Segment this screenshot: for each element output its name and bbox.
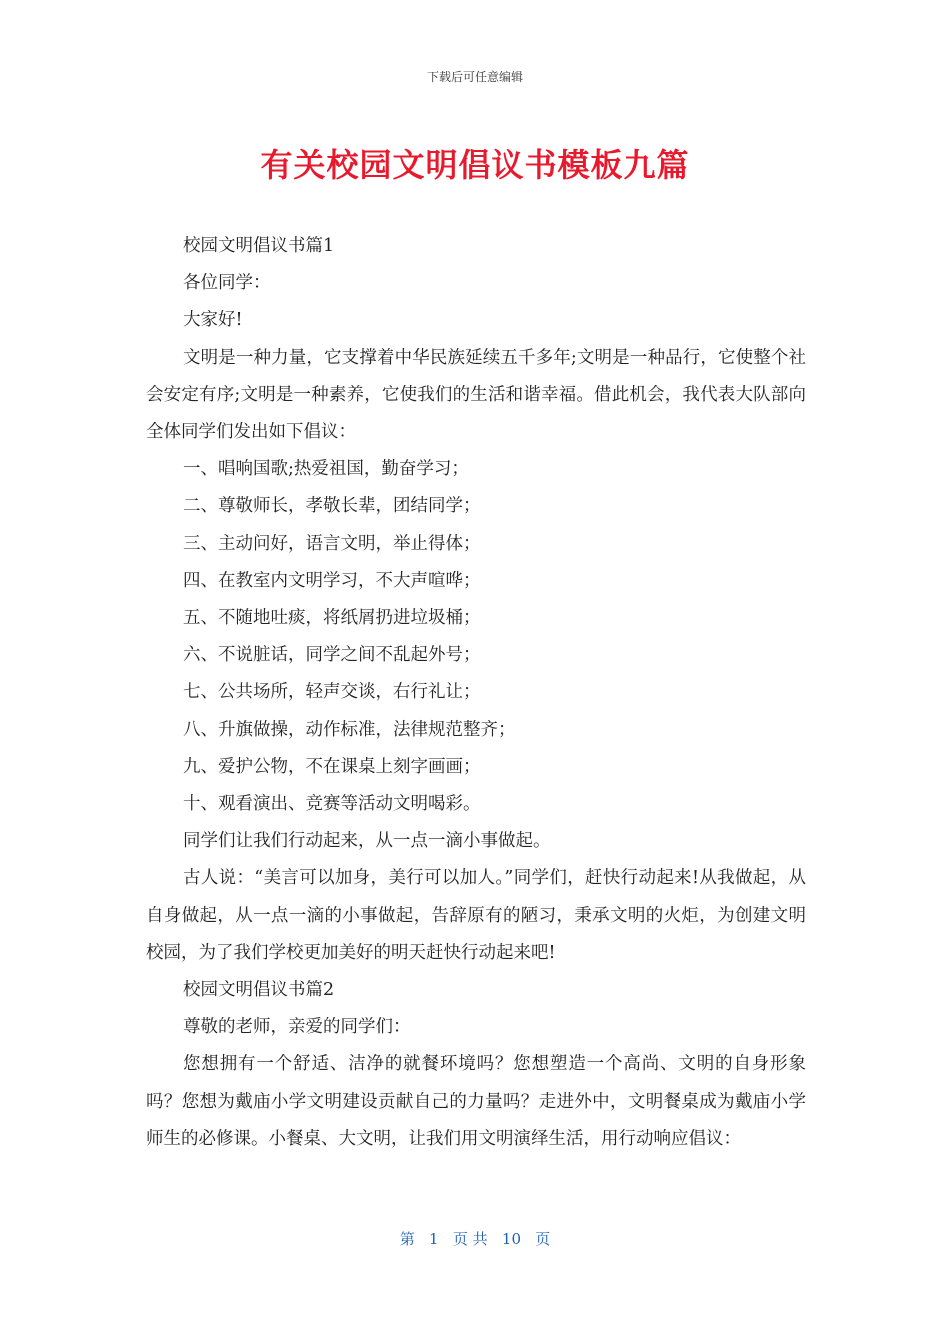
salutation: 各位同学： — [183, 273, 271, 294]
list-item: 八、升旗做操，动作标准，法律规范整齐； — [183, 719, 516, 740]
list-item: 一、唱响国歌;热爱祖国，勤奋学习； — [183, 459, 469, 480]
list-item: 二、尊敬师长，孝敬长辈，团结同学； — [183, 496, 481, 517]
paragraph: 同学们让我们行动起来，从一点一滴小事做起。 — [183, 831, 551, 852]
list-item: 十、观看演出、竞赛等活动文明喝彩。 — [183, 794, 481, 815]
list-item: 三、主动问好，语言文明，举止得体； — [183, 533, 481, 554]
paragraph: 您想拥有一个舒适、洁净的就餐环境吗？您想塑造一个高尚、文明的自身形象吗？您想为戴庙小学文明建设贡献自己的力量吗？走进外中，文明餐桌成为戴庙小学师生的必修课。小餐桌、大文明，让我们用文明演绎生活，用行动响应倡议： — [146, 1054, 806, 1149]
section-heading: 校园文明倡议书篇2 — [183, 980, 335, 1001]
list-item: 四、在教室内文明学习，不大声喧哗； — [183, 570, 481, 591]
header-note: 下载后可任意编辑 — [426, 70, 523, 84]
list-item: 七、公共场所，轻声交谈，右行礼让； — [183, 682, 481, 703]
document-body — [146, 228, 806, 1158]
paragraph: 文明是一种力量，它支撑着中华民族延续五千多年;文明是一种品行，它使整个社会安定有序;文明是一种素养，它使我们的生活和谐幸福。借此机会，我代表大队部向全体同学们发出如下倡议： — [146, 347, 806, 443]
salutation: 尊敬的老师，亲爱的同学们： — [183, 1017, 411, 1038]
section-heading: 校园文明倡议书篇1 — [183, 236, 335, 256]
list-item: 九、爱护公物，不在课桌上刻字画画； — [183, 756, 481, 777]
list-item: 五、不随地吐痰，将纸屑扔进垃圾桶； — [183, 608, 481, 629]
paragraph: 古人说：“美言可以加身，美行可以加人。”同学们，赶快行动起来!从我做起，从自身做起，从一点一滴的小事做起，告辞原有的陋习，秉承文明的火炬，为创建文明校园，为了我们学校更加美好的明天赶快行动起来吧! — [146, 868, 806, 963]
document-title: 有关校园文明倡议书模板九篇 — [260, 146, 690, 184]
greeting: 大家好! — [183, 310, 243, 331]
page-footer: 第 1 页 共 10 页 — [399, 1230, 551, 1248]
list-item: 六、不说脏话，同学之间不乱起外号； — [183, 645, 481, 666]
